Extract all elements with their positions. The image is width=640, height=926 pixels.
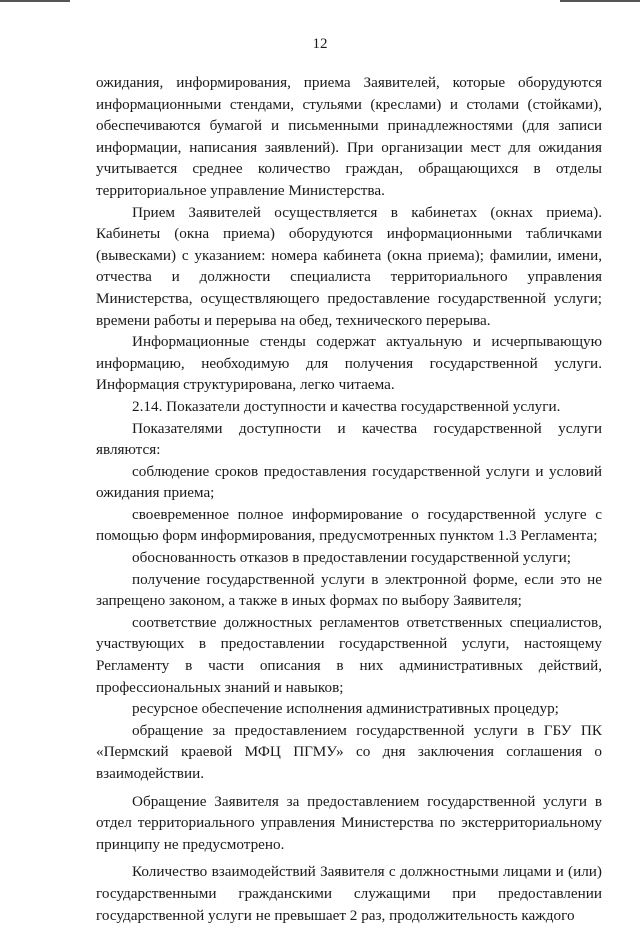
paragraph-extraterritorial: Обращение Заявителя за предоставлением государственной услуги в отдел территориального управления Министерства по экстерриториальному принципу не предусмотрено. bbox=[96, 792, 602, 853]
list-item-mfc: обращение за предоставлением государственной услуги в ГБУ ПК «Пермский краевой МФЦ ПГМУ» со дня заключения соглашения о взаимодействии. bbox=[96, 721, 602, 782]
section-heading-2-14: 2.14. Показатели доступности и качества государственной услуги. bbox=[132, 397, 561, 415]
paragraph-indicators-intro: Показателями доступности и качества государственной услуги являются: bbox=[96, 419, 602, 459]
paragraph-reception-offices: Прием Заявителей осуществляется в кабинетах (окнах приема). Кабинеты (окна приема) оборудуются информационными табличками (вывесками) с указанием: номера кабинета (окна приема); фамилии, имени, отчества и должности специалиста территориального управления Министерства, осуществляющего предоставление государственной услуги; времени работы и перерыва на обед, технического перерыва. bbox=[96, 203, 602, 329]
top-border-right bbox=[560, 0, 640, 2]
list-item-informing: своевременное полное информирование о государственной услуге с помощью форм информирования, предусмотренных пунктом 1.3 Регламента; bbox=[96, 505, 602, 545]
paragraph-info-stands: Информационные стенды содержат актуальную и исчерпывающую информацию, необходимую для получения государственной услуги. Информация структурирована, легко читаема. bbox=[96, 333, 602, 394]
document-body bbox=[96, 72, 602, 926]
list-item-refusals: обоснованность отказов в предоставлении государственной услуги; bbox=[132, 549, 572, 567]
list-item-deadlines: соблюдение сроков предоставления государственной услуги и условий ожидания приема; bbox=[96, 462, 602, 502]
list-item-job-regulations: соответствие должностных регламентов ответственных специалистов, участвующих в предоставлении государственной услуги, настоящему Регламенту в части описания в них административных действий, профессиональных знаний и навыков; bbox=[96, 613, 602, 696]
top-border-left bbox=[0, 0, 70, 2]
paragraph-interactions-count: Количество взаимодействий Заявителя с должностными лицами и (или) государственными гражданскими служащими при предоставлении государственной услуги не превышает 2 раз, продолжительность каждого bbox=[96, 863, 602, 924]
list-item-electronic-form: получение государственной услуги в электронной форме, если это не запрещено законом, а также в иных формах по выбору Заявителя; bbox=[96, 570, 602, 610]
list-item-resources: ресурсное обеспечение исполнения административных процедур; bbox=[132, 700, 559, 718]
page-number: 12 bbox=[312, 36, 328, 52]
paragraph-waiting-areas: ожидания, информирования, приема Заявителей, которые оборудуются информационными стендами, стульями (креслами) и столами (стойками), обеспечиваются бумагой и письменными принадлежностями (для записи информации, написания заявлений). При организации мест для ожидания учитывается среднее количество граждан, обращающихся в отделы территориальное управление Министерства. bbox=[96, 74, 602, 199]
